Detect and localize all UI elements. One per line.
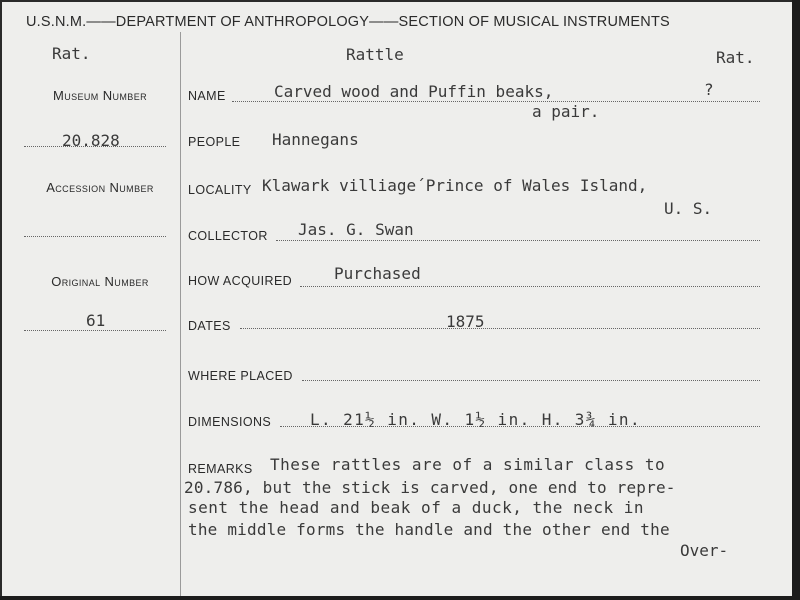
- collector-value: Jas. G. Swan: [298, 220, 414, 239]
- card-edge-right: [792, 0, 800, 600]
- name-value: Carved wood and Puffin beaks,: [274, 82, 554, 101]
- original-number-value: 61: [86, 311, 106, 330]
- class-name-center: Rattle: [346, 45, 404, 64]
- museum-number-label: Museum Number: [52, 88, 148, 103]
- name-value-line2: a pair.: [532, 102, 600, 121]
- dimensions-label: DIMENSIONS: [188, 415, 272, 429]
- locality-value-line2: U. S.: [664, 199, 713, 218]
- remarks-line-2: 20.786, but the stick is carved, one end to repre-: [184, 478, 676, 497]
- dimensions-value: L. 21½ in. W. 1½ in. H. 3¾ in.: [310, 410, 641, 429]
- accession-number-line: [24, 236, 166, 237]
- how-acquired-value: Purchased: [334, 264, 421, 283]
- remarks-line-1: These rattles are of a similar class to: [270, 455, 666, 474]
- dates-line: [240, 328, 760, 329]
- card-header: U.S.N.M.——DEPARTMENT OF ANTHROPOLOGY——SECTION OF MUSICAL INSTRUMENTS: [26, 14, 670, 30]
- remarks-line-5: Over-: [680, 541, 729, 560]
- column-divider: [180, 32, 181, 600]
- card-edge-bottom: [0, 596, 800, 600]
- name-line: [232, 101, 760, 102]
- people-label: PEOPLE: [188, 135, 241, 149]
- how-acquired-line: [300, 286, 760, 287]
- class-code-right: Rat.: [716, 48, 755, 67]
- collector-line: [276, 240, 760, 241]
- where-placed-line: [302, 380, 760, 381]
- remarks-line-4: the middle forms the handle and the other end the: [188, 520, 670, 539]
- locality-value: Klawark villiage´Prince of Wales Island,: [262, 176, 648, 195]
- accession-number-label: Accession Number: [46, 180, 154, 195]
- where-placed-label: WHERE PLACED: [188, 369, 293, 383]
- remarks-line-3: sent the head and beak of a duck, the neck in: [188, 498, 644, 517]
- locality-label: LOCALITY: [188, 183, 252, 197]
- people-value: Hannegans: [272, 130, 359, 149]
- name-query: ?: [704, 80, 714, 99]
- dates-value: 1875: [446, 312, 485, 331]
- name-label: NAME: [188, 89, 226, 103]
- dimensions-line: [280, 426, 760, 427]
- museum-number-value: 20.828: [62, 131, 120, 150]
- original-number-line: [24, 330, 166, 331]
- original-number-label: Original Number: [51, 274, 149, 289]
- how-acquired-label: HOW ACQUIRED: [188, 274, 293, 288]
- remarks-label: REMARKS: [188, 462, 253, 476]
- museum-number-line: [24, 146, 166, 147]
- collector-label: COLLECTOR: [188, 229, 268, 243]
- dates-label: DATES: [188, 319, 231, 333]
- class-code-left: Rat.: [52, 44, 91, 63]
